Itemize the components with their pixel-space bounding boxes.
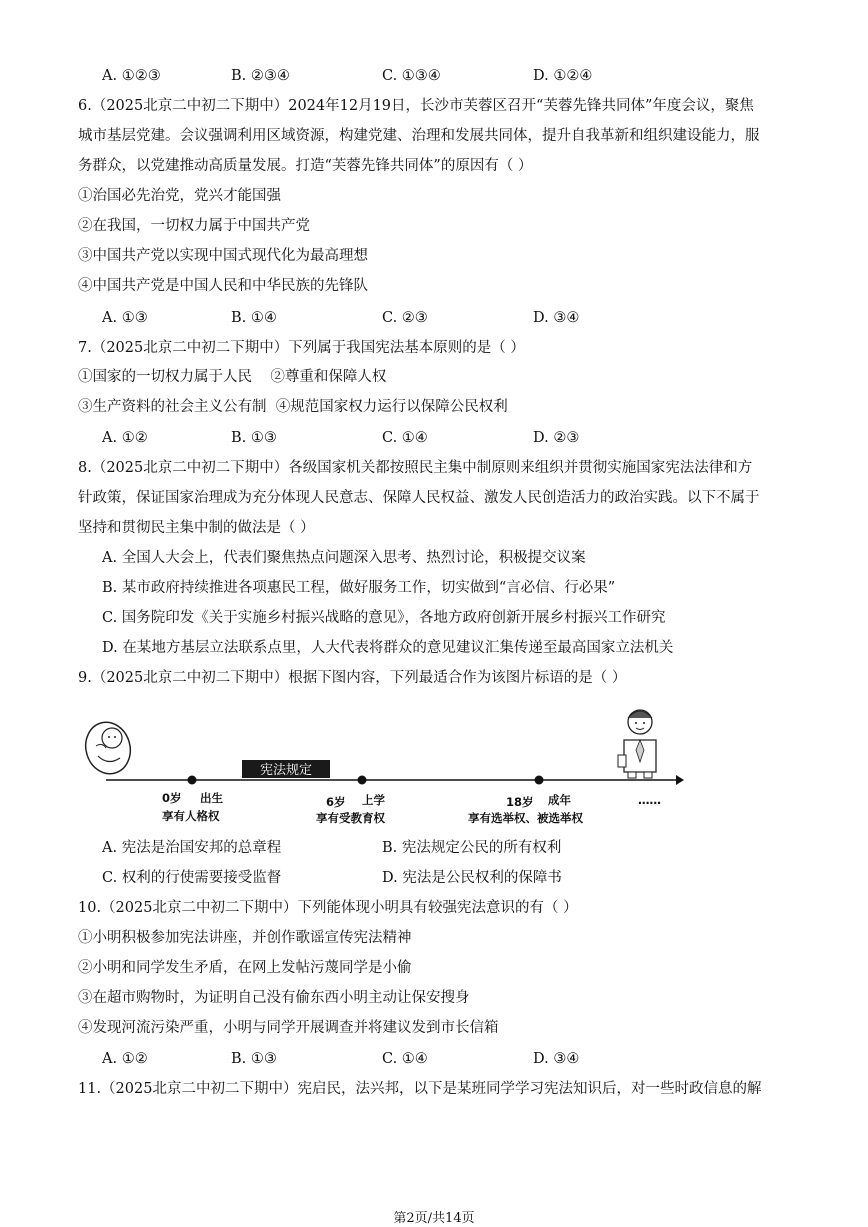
q8-stem-line-3: 坚持和贯彻民主集中制的做法是（ ） [78,520,315,536]
q6-option-b[interactable]: B. ①④ [231,310,277,326]
q9-option-b[interactable]: B. 宪法规定公民的所有权利 [382,840,562,856]
q10-option-a[interactable]: A. ①② [102,1051,148,1067]
q5-option-a[interactable]: A. ①②③ [102,68,161,84]
q10-item-1: ①小明积极参加宪法讲座，并创作歌谣宣传宪法精神 [78,930,412,946]
q10-option-c[interactable]: C. ①④ [382,1051,428,1067]
q9-stem: 9.（2025北京二中初二下期中）根据下图内容，下列最适合作为该图片标语的是（ ） [78,670,627,686]
q5-option-c[interactable]: C. ①③④ [382,68,441,84]
timeline-ellipsis: …… [638,793,661,807]
baby-icon [80,717,136,779]
q7-stem: 7.（2025北京二中初二下期中）下列属于我国宪法基本原则的是（ ） [78,340,525,356]
point-adult-event: 成年 [548,793,571,807]
timeline-point-school [358,776,367,785]
q7-item-2: ③生产资料的社会主义公有制 ④规范国家权力运行以保障公民权利 [78,399,508,415]
q9-option-a[interactable]: A. 宪法是治国安邦的总章程 [102,840,282,856]
q5-option-d[interactable]: D. ①②④ [533,68,593,84]
page-number-footer: 第2页/共14页 [393,1211,475,1226]
q7-option-b[interactable]: B. ①③ [231,430,277,446]
q6-option-d[interactable]: D. ③④ [533,310,580,326]
q9-option-c[interactable]: C. 权利的行使需要接受监督 [102,870,282,886]
point-school-event: 上学 [362,793,385,807]
adult-person-icon [618,710,656,778]
q6-stem-line-1: 6.（2025北京二中初二下期中）2024年12月19日，长沙市芙蓉区召开“芙蓉先锋共同体”年度会议，聚焦 [78,98,754,114]
q6-item-4: ④中国共产党是中国人民和中华民族的先锋队 [78,278,368,294]
timeline-arrowhead [676,775,684,785]
point-school-age: 6岁 [326,795,346,809]
q8-option-d[interactable]: D. 在某地方基层立法联系点里，人大代表将群众的意见建议汇集传递至最高国家立法机关 [102,640,674,656]
q8-option-b[interactable]: B. 某市政府持续推进各项惠民工程，做好服务工作，切实做到“言必信、行必果” [102,580,616,596]
constitution-label: 宪法规定 [259,763,313,778]
point-birth-age: 0岁 [162,791,182,805]
q7-option-d[interactable]: D. ②③ [533,430,580,446]
point-birth-event: 出生 [200,791,223,805]
q10-stem: 10.（2025北京二中初二下期中）下列能体现小明具有较强宪法意识的有（ ） [78,900,578,916]
q8-stem-line-2: 针政策，保证国家治理成为充分体现人民意志、保障人民权益、激发人民创造活力的政治实践。以下不属于 [78,490,760,506]
q6-stem-line-2: 城市基层党建。会议强调利用区域资源，构建党建、治理和发展共同体，提升自我革新和组织建设能力，服 [78,128,760,144]
point-school-right: 享有受教育权 [316,811,385,825]
q10-option-d[interactable]: D. ③④ [533,1051,580,1067]
q5-option-b[interactable]: B. ②③④ [231,68,290,84]
q6-item-2: ②在我国，一切权力属于中国共产党 [78,218,310,234]
q8-stem-line-1: 8.（2025北京二中初二下期中）各级国家机关都按照民主集中制原则来组织并贯彻实施国家宪法法律和方 [78,460,753,476]
q8-option-c[interactable]: C. 国务院印发《关于实施乡村振兴战略的意见》，各地方政府创新开展乡村振兴工作研究 [102,610,666,626]
q6-option-a[interactable]: A. ①③ [102,310,148,326]
q9-timeline-figure [78,700,698,830]
q11-stem: 11.（2025北京二中初二下期中）宪启民，法兴邦，以下是某班同学学习宪法知识后，对一些时政信息的解 [78,1081,762,1097]
q6-option-c[interactable]: C. ②③ [382,310,428,326]
q6-item-3: ③中国共产党以实现中国式现代化为最高理想 [78,248,368,264]
q7-item-1: ①国家的一切权力属于人民 ②尊重和保障人权 [78,369,387,385]
q10-option-b[interactable]: B. ①③ [231,1051,277,1067]
q10-item-3: ③在超市购物时，为证明自己没有偷东西小明主动让保安搜身 [78,990,470,1006]
q6-item-1: ①治国必先治党，党兴才能国强 [78,188,281,204]
q10-item-2: ②小明和同学发生矛盾，在网上发帖污蔑同学是小偷 [78,960,412,976]
point-adult-age: 18岁 [506,795,534,809]
q6-stem-line-3: 务群众，以党建推动高质量发展。打造“芙蓉先锋共同体”的原因有（ ） [78,158,533,174]
timeline-point-adult [535,776,544,785]
q9-option-d[interactable]: D. 宪法是公民权利的保障书 [382,870,562,886]
q8-option-a[interactable]: A. 全国人大会上，代表们聚焦热点问题深入思考、热烈讨论，积极提交议案 [102,550,586,566]
point-birth-right: 享有人格权 [162,809,220,823]
q7-option-a[interactable]: A. ①② [102,430,148,446]
point-adult-right: 享有选举权、被选举权 [468,811,583,825]
q7-option-c[interactable]: C. ①④ [382,430,428,446]
timeline-point-birth [188,776,197,785]
q10-item-4: ④发现河流污染严重，小明与同学开展调查并将建议发到市长信箱 [78,1020,499,1036]
